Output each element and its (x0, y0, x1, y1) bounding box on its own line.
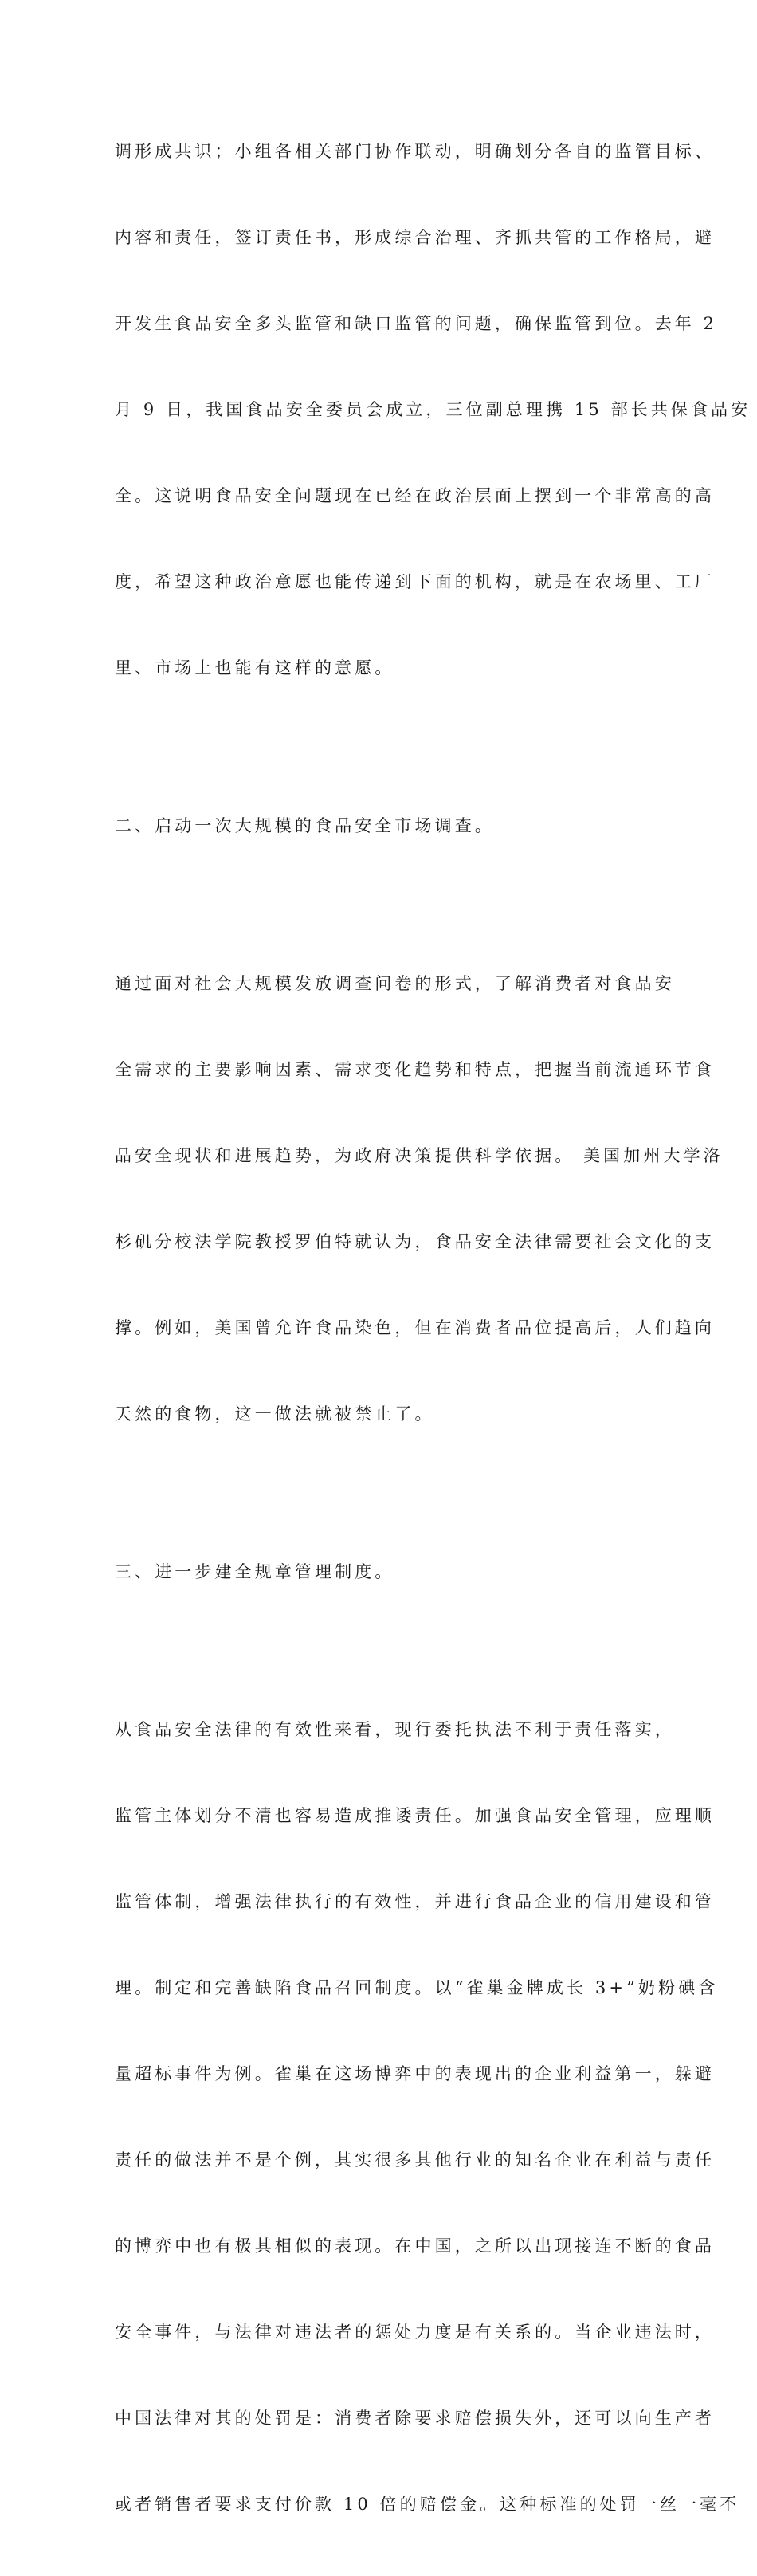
text-line: 或者销售者要求支付价款 10 倍的赔偿金。这种标准的处罚一丝一毫不 (115, 2495, 740, 2514)
text-line: 中国法律对其的处罚是：消费者除要求赔偿损失外，还可以向生产者 (115, 2409, 715, 2428)
paragraph-regulation (115, 1658, 740, 2576)
text-line: 开发生食品安全多头监管和缺口监管的问题，确保监管到位。去年 2 (115, 314, 718, 333)
text-line: 通过面对社会大规模发放调查问卷的形式，了解消费者对食品安 (115, 974, 675, 993)
text-line: 度，希望这种政治意愿也能传递到下面的机构，就是在农场里、工厂 (115, 572, 715, 591)
paragraph-survey (115, 912, 724, 1486)
text-line: 责任的做法并不是个例，其实很多其他行业的知名企业在利益与责任 (115, 2150, 715, 2170)
text-line: 全需求的主要影响因素、需求变化趋势和特点，把握当前流通环节食 (115, 1060, 715, 1079)
text-line: 调形成共识；小组各相关部门协作联动，明确划分各自的监管目标、 (115, 142, 715, 161)
paragraph-gap (115, 1643, 641, 1658)
heading-three (115, 1500, 641, 1643)
paragraph-gap (115, 740, 641, 754)
text-line: 监管体制，增强法律执行的有效性，并进行食品企业的信用建设和管 (115, 1892, 715, 1911)
paragraph-continuation (115, 80, 751, 740)
text-line: 月 9 日，我国食品安全委员会成立，三位副总理携 15 部长共保食品安 (115, 400, 751, 419)
text-line: 天然的食物，这一做法就被禁止了。 (115, 1404, 435, 1423)
text-line: 从食品安全法律的有效性来看，现行委托执法不利于责任落实， (115, 1720, 675, 1739)
paragraph-gap (115, 897, 641, 912)
text-line: 监管主体划分不清也容易造成推诿责任。加强食品安全管理，应理顺 (115, 1806, 715, 1825)
paragraph-gap (115, 1486, 641, 1500)
text-line: 撑。例如，美国曾允许食品染色，但在消费者品位提高后，人们趋向 (115, 1318, 715, 1337)
section-heading: 三、进一步建全规章管理制度。 (115, 1562, 395, 1581)
document-page (115, 80, 751, 2576)
text-line: 杉矶分校法学院教授罗伯特就认为，食品安全法律需要社会文化的支 (115, 1232, 715, 1251)
text-line: 品安全现状和进展趋势，为政府决策提供科学依据。 美国加州大学洛 (115, 1146, 724, 1165)
text-line: 理。制定和完善缺陷食品召回制度。以“雀巢金牌成长 3+”奶粉碘含 (115, 1978, 719, 1997)
text-line: 全。这说明食品安全问题现在已经在政治层面上摆到一个非常高的高 (115, 486, 715, 505)
section-heading: 二、启动一次大规模的食品安全市场调查。 (115, 816, 495, 835)
text-line: 量超标事件为例。雀巢在这场博弈中的表现出的企业利益第一，躲避 (115, 2064, 715, 2083)
text-line: 的博弈中也有极其相似的表现。在中国，之所以出现接连不断的食品 (115, 2236, 715, 2256)
text-line: 里、市场上也能有这样的意愿。 (115, 658, 395, 677)
text-line: 内容和责任，签订责任书，形成综合治理、齐抓共管的工作格局，避 (115, 228, 715, 247)
heading-two (115, 754, 641, 897)
text-line: 安全事件，与法律对违法者的惩处力度是有关系的。当企业违法时， (115, 2323, 715, 2342)
